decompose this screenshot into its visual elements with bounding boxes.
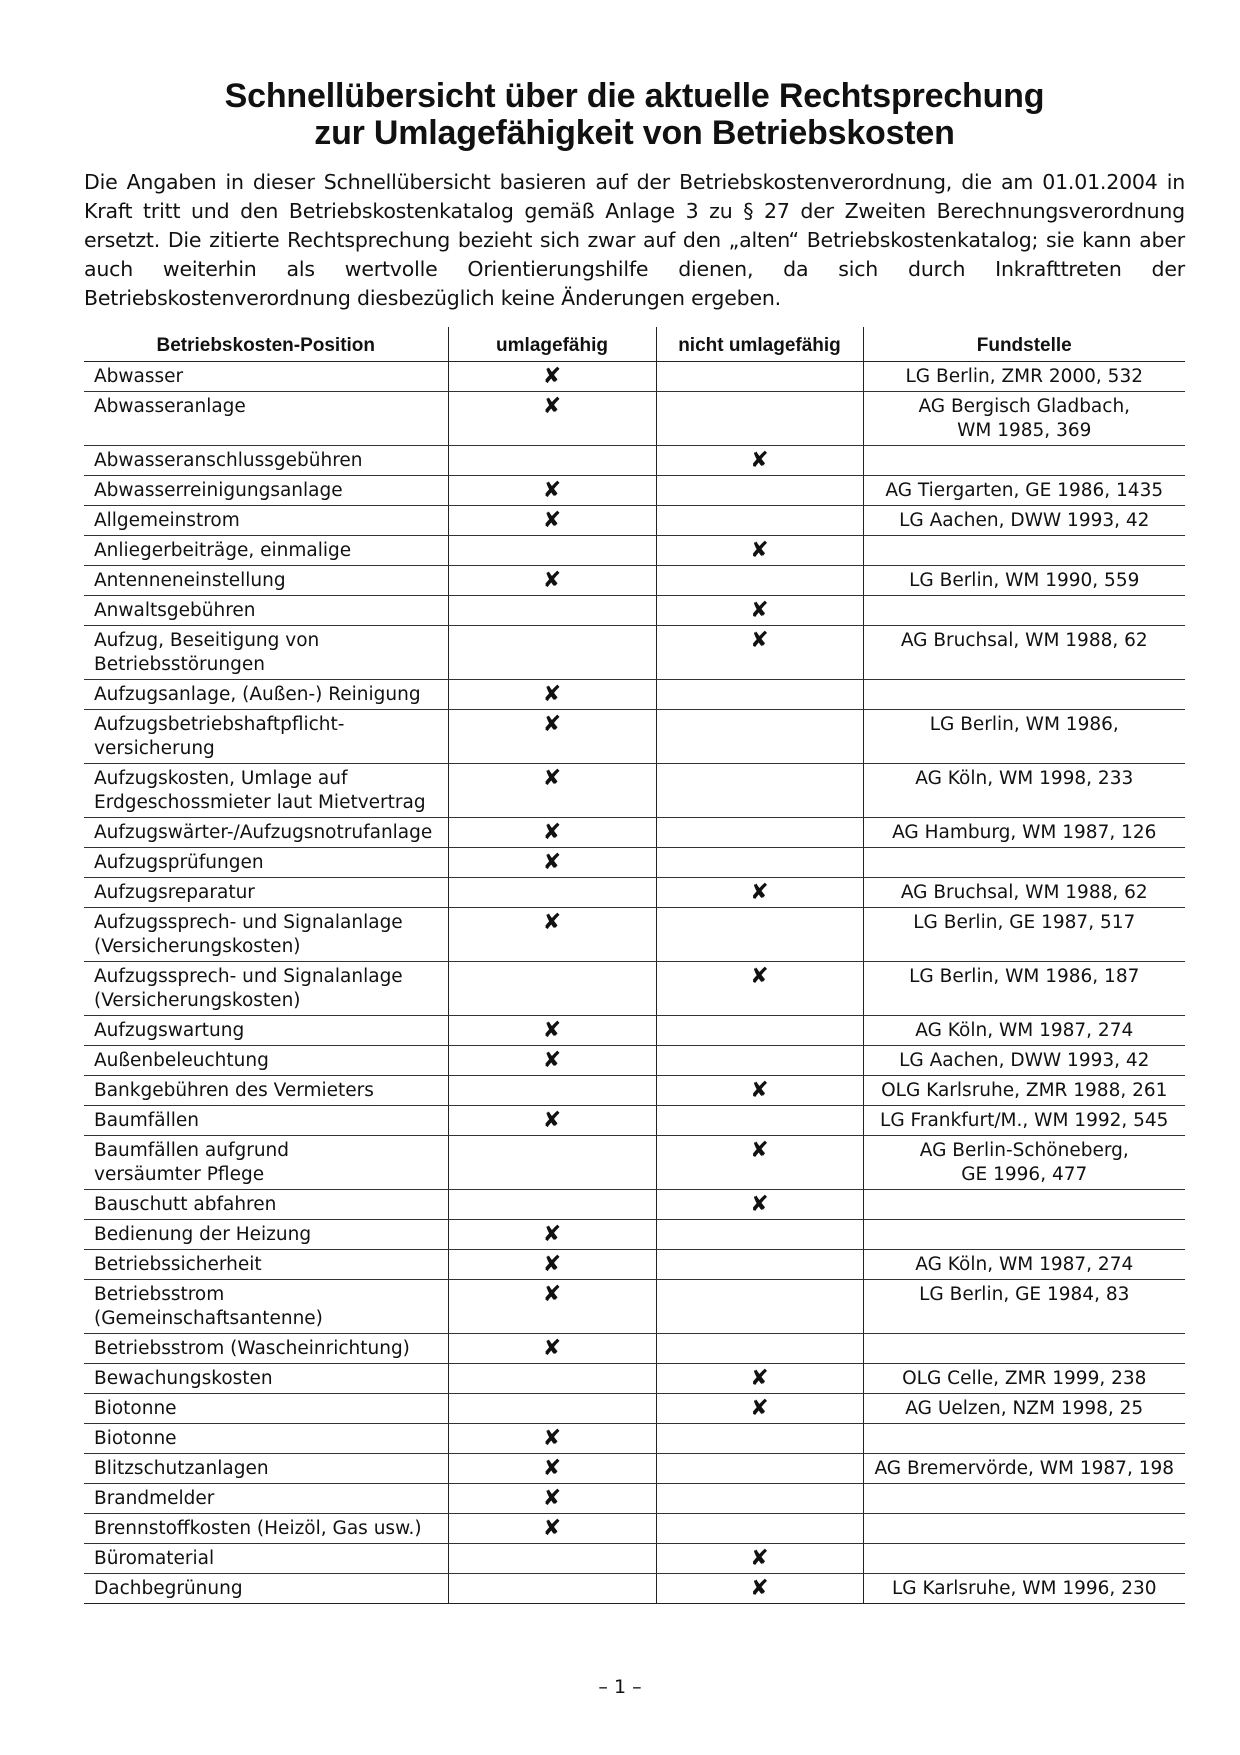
betriebskosten-table bbox=[84, 327, 1185, 1604]
cell-fundstelle bbox=[863, 680, 1185, 710]
cell-fundstelle bbox=[863, 1220, 1185, 1250]
cell-position: Biotonne bbox=[84, 1394, 448, 1424]
page-number: – 1 – bbox=[598, 1676, 642, 1698]
header-position: Betriebskosten-Position bbox=[84, 327, 448, 362]
table-header-row bbox=[84, 327, 1185, 362]
cell-umlagefaehig bbox=[448, 1076, 656, 1106]
table-row bbox=[84, 962, 1185, 1016]
cross-mark-icon: ✘ bbox=[750, 1138, 769, 1163]
cell-fundstelle: LG Berlin, GE 1984, 83 bbox=[863, 1280, 1185, 1334]
table-row bbox=[84, 476, 1185, 506]
cell-fundstelle: AG Uelzen, NZM 1998, 25 bbox=[863, 1394, 1185, 1424]
table-row bbox=[84, 566, 1185, 596]
cell-position: Aufzugssprech- und Signalanlage (Versicherungskosten) bbox=[84, 908, 448, 962]
cross-mark-icon: ✘ bbox=[750, 1576, 769, 1601]
cell-position: Aufzugsreparatur bbox=[84, 878, 448, 908]
cell-fundstelle bbox=[863, 1544, 1185, 1574]
cell-umlagefaehig bbox=[448, 362, 656, 392]
cross-mark-icon: ✘ bbox=[542, 766, 562, 791]
cell-fundstelle: AG Köln, WM 1987, 274 bbox=[863, 1016, 1185, 1046]
cell-umlagefaehig bbox=[448, 1364, 656, 1394]
table-row bbox=[84, 1514, 1185, 1544]
cell-position: Aufzugssprech- und Signalanlage (Versicherungskosten) bbox=[84, 962, 448, 1016]
cell-nicht-umlagefaehig bbox=[656, 506, 863, 536]
cell-nicht-umlagefaehig bbox=[656, 878, 863, 908]
table-row bbox=[84, 1394, 1185, 1424]
cross-mark-icon: ✘ bbox=[542, 1018, 562, 1043]
cell-fundstelle bbox=[863, 1484, 1185, 1514]
table-row bbox=[84, 596, 1185, 626]
cell-umlagefaehig bbox=[448, 710, 656, 764]
table-row bbox=[84, 764, 1185, 818]
cell-position: Bankgebühren des Vermieters bbox=[84, 1076, 448, 1106]
cell-position: Biotonne bbox=[84, 1424, 448, 1454]
cell-umlagefaehig bbox=[448, 878, 656, 908]
table-row bbox=[84, 1136, 1185, 1190]
cell-umlagefaehig bbox=[448, 476, 656, 506]
cell-position: Bewachungskosten bbox=[84, 1364, 448, 1394]
cell-umlagefaehig bbox=[448, 1250, 656, 1280]
cell-nicht-umlagefaehig bbox=[656, 848, 863, 878]
cross-mark-icon: ✘ bbox=[750, 1366, 769, 1391]
cross-mark-icon: ✘ bbox=[542, 1108, 562, 1133]
cell-umlagefaehig bbox=[448, 1394, 656, 1424]
cell-fundstelle: AG Köln, WM 1987, 274 bbox=[863, 1250, 1185, 1280]
header-umlagefaehig: umlagefähig bbox=[448, 327, 656, 362]
cross-mark-icon: ✘ bbox=[542, 478, 562, 503]
cross-mark-icon: ✘ bbox=[542, 1252, 562, 1277]
cell-fundstelle: LG Aachen, DWW 1993, 42 bbox=[863, 1046, 1185, 1076]
cell-umlagefaehig bbox=[448, 1220, 656, 1250]
cell-position: Aufzugswärter-/Aufzugsnotrufanlage bbox=[84, 818, 448, 848]
cell-nicht-umlagefaehig bbox=[656, 1106, 863, 1136]
cell-nicht-umlagefaehig bbox=[656, 1016, 863, 1046]
document-page bbox=[84, 78, 1185, 1604]
cell-nicht-umlagefaehig bbox=[656, 1220, 863, 1250]
cross-mark-icon: ✘ bbox=[542, 1456, 562, 1481]
cell-nicht-umlagefaehig bbox=[656, 710, 863, 764]
cell-position: Aufzugsprüfungen bbox=[84, 848, 448, 878]
cell-position: Betriebsstrom (Gemeinschaftsantenne) bbox=[84, 1280, 448, 1334]
cross-mark-icon: ✘ bbox=[542, 1486, 562, 1511]
table-row bbox=[84, 1544, 1185, 1574]
cell-position: Bedienung der Heizung bbox=[84, 1220, 448, 1250]
cell-position: Blitzschutzanlagen bbox=[84, 1454, 448, 1484]
cell-fundstelle: AG Tiergarten, GE 1986, 1435 bbox=[863, 476, 1185, 506]
cell-fundstelle: AG Bruchsal, WM 1988, 62 bbox=[863, 878, 1185, 908]
cell-umlagefaehig bbox=[448, 1136, 656, 1190]
cross-mark-icon: ✘ bbox=[542, 712, 562, 737]
cell-nicht-umlagefaehig bbox=[656, 596, 863, 626]
cross-mark-icon: ✘ bbox=[750, 1078, 769, 1103]
cross-mark-icon: ✘ bbox=[750, 538, 769, 563]
cell-fundstelle bbox=[863, 1334, 1185, 1364]
cell-fundstelle: LG Berlin, WM 1986, bbox=[863, 710, 1185, 764]
cell-fundstelle: LG Berlin, ZMR 2000, 532 bbox=[863, 362, 1185, 392]
cell-fundstelle: AG Bruchsal, WM 1988, 62 bbox=[863, 626, 1185, 680]
cell-position: Abwasser bbox=[84, 362, 448, 392]
cell-umlagefaehig bbox=[448, 1016, 656, 1046]
cell-umlagefaehig bbox=[448, 566, 656, 596]
cell-umlagefaehig bbox=[448, 848, 656, 878]
cell-fundstelle: LG Berlin, WM 1986, 187 bbox=[863, 962, 1185, 1016]
cell-umlagefaehig bbox=[448, 680, 656, 710]
cell-nicht-umlagefaehig bbox=[656, 1280, 863, 1334]
cross-mark-icon: ✘ bbox=[750, 598, 769, 623]
table-row bbox=[84, 1280, 1185, 1334]
cell-position: Betriebssicherheit bbox=[84, 1250, 448, 1280]
table-row bbox=[84, 1454, 1185, 1484]
cell-nicht-umlagefaehig bbox=[656, 1514, 863, 1544]
cell-umlagefaehig bbox=[448, 626, 656, 680]
cell-nicht-umlagefaehig bbox=[656, 392, 863, 446]
table-row bbox=[84, 1190, 1185, 1220]
table-row bbox=[84, 536, 1185, 566]
table-row bbox=[84, 626, 1185, 680]
cell-nicht-umlagefaehig bbox=[656, 764, 863, 818]
cell-umlagefaehig bbox=[448, 1454, 656, 1484]
cross-mark-icon: ✘ bbox=[750, 1546, 769, 1571]
cell-umlagefaehig bbox=[448, 1334, 656, 1364]
cell-umlagefaehig bbox=[448, 1280, 656, 1334]
cell-umlagefaehig bbox=[448, 506, 656, 536]
table-row bbox=[84, 506, 1185, 536]
table-row bbox=[84, 1574, 1185, 1604]
cross-mark-icon: ✘ bbox=[542, 1282, 562, 1307]
cell-nicht-umlagefaehig bbox=[656, 446, 863, 476]
cell-position: Allgemeinstrom bbox=[84, 506, 448, 536]
cell-fundstelle: AG Bergisch Gladbach, WM 1985, 369 bbox=[863, 392, 1185, 446]
cell-umlagefaehig bbox=[448, 392, 656, 446]
cell-position: Aufzugskosten, Umlage auf Erdgeschossmieter laut Mietvertrag bbox=[84, 764, 448, 818]
cell-nicht-umlagefaehig bbox=[656, 680, 863, 710]
cell-position: Anliegerbeiträge, einmalige bbox=[84, 536, 448, 566]
cell-position: Brennstoffkosten (Heizöl, Gas usw.) bbox=[84, 1514, 448, 1544]
cell-position: Anwaltsgebühren bbox=[84, 596, 448, 626]
cell-nicht-umlagefaehig bbox=[656, 908, 863, 962]
table-row bbox=[84, 818, 1185, 848]
cell-nicht-umlagefaehig bbox=[656, 1046, 863, 1076]
table-row bbox=[84, 1046, 1185, 1076]
cross-mark-icon: ✘ bbox=[542, 850, 562, 875]
cell-nicht-umlagefaehig bbox=[656, 1250, 863, 1280]
cell-fundstelle: OLG Karlsruhe, ZMR 1988, 261 bbox=[863, 1076, 1185, 1106]
cell-nicht-umlagefaehig bbox=[656, 1190, 863, 1220]
cell-umlagefaehig bbox=[448, 596, 656, 626]
cell-fundstelle: LG Berlin, GE 1987, 517 bbox=[863, 908, 1185, 962]
table-row bbox=[84, 1334, 1185, 1364]
cell-nicht-umlagefaehig bbox=[656, 1424, 863, 1454]
header-fundstelle: Fundstelle bbox=[863, 327, 1185, 362]
cell-fundstelle bbox=[863, 1190, 1185, 1220]
cell-position: Dachbegrünung bbox=[84, 1574, 448, 1604]
intro-paragraph: Die Angaben in dieser Schnellübersicht basieren auf der Betriebskostenverordnung, die am 01.01.2004 in Kraft tritt und den Betriebskostenkatalog gemäß Anlage 3 zu § 27 der Zweiten Berechnungsverordnung ersetzt. Die zitierte Rechtsprechung bezieht sich zwar auf den „alten“ Betriebskostenkatalog; sie kann aber auch weiterhin als wertvolle Orientierungshilfe dienen, da sich durch Inkrafttreten der Betriebskostenverordnung diesbezüglich keine Änderungen ergeben. bbox=[84, 170, 1185, 310]
cell-position: Brandmelder bbox=[84, 1484, 448, 1514]
cell-fundstelle: AG Berlin-Schöneberg, GE 1996, 477 bbox=[863, 1136, 1185, 1190]
header-nicht-umlagefaehig: nicht umlagefähig bbox=[656, 327, 863, 362]
cell-fundstelle bbox=[863, 848, 1185, 878]
cell-umlagefaehig bbox=[448, 962, 656, 1016]
cell-fundstelle bbox=[863, 536, 1185, 566]
cell-umlagefaehig bbox=[448, 764, 656, 818]
table-row bbox=[84, 446, 1185, 476]
cell-position: Bauschutt abfahren bbox=[84, 1190, 448, 1220]
cell-fundstelle: LG Berlin, WM 1990, 559 bbox=[863, 566, 1185, 596]
cell-position: Büromaterial bbox=[84, 1544, 448, 1574]
cell-fundstelle: AG Köln, WM 1998, 233 bbox=[863, 764, 1185, 818]
table-row bbox=[84, 362, 1185, 392]
cross-mark-icon: ✘ bbox=[542, 682, 562, 707]
title-line-1: Schnellübersicht über die aktuelle Rechtsprechung bbox=[224, 77, 1045, 115]
cell-position: Aufzug, Beseitigung von Betriebsstörungen bbox=[84, 626, 448, 680]
cell-nicht-umlagefaehig bbox=[656, 536, 863, 566]
cell-nicht-umlagefaehig bbox=[656, 818, 863, 848]
cell-position: Baumfällen aufgrund versäumter Pflege bbox=[84, 1136, 448, 1190]
cell-nicht-umlagefaehig bbox=[656, 626, 863, 680]
cross-mark-icon: ✘ bbox=[750, 880, 769, 905]
cell-fundstelle: LG Karlsruhe, WM 1996, 230 bbox=[863, 1574, 1185, 1604]
cell-umlagefaehig bbox=[448, 1190, 656, 1220]
cell-umlagefaehig bbox=[448, 1544, 656, 1574]
cell-nicht-umlagefaehig bbox=[656, 1544, 863, 1574]
cross-mark-icon: ✘ bbox=[542, 1048, 562, 1073]
cross-mark-icon: ✘ bbox=[750, 628, 769, 653]
cell-umlagefaehig bbox=[448, 908, 656, 962]
cell-umlagefaehig bbox=[448, 1424, 656, 1454]
cell-nicht-umlagefaehig bbox=[656, 1394, 863, 1424]
cell-position: Abwasseranschlussgebühren bbox=[84, 446, 448, 476]
cross-mark-icon: ✘ bbox=[750, 448, 769, 473]
cell-nicht-umlagefaehig bbox=[656, 1574, 863, 1604]
cell-fundstelle: AG Hamburg, WM 1987, 126 bbox=[863, 818, 1185, 848]
table-row bbox=[84, 1364, 1185, 1394]
document-title bbox=[84, 78, 1185, 152]
cell-nicht-umlagefaehig bbox=[656, 1364, 863, 1394]
cell-nicht-umlagefaehig bbox=[656, 1454, 863, 1484]
cross-mark-icon: ✘ bbox=[542, 1426, 562, 1451]
table-row bbox=[84, 878, 1185, 908]
cell-umlagefaehig bbox=[448, 536, 656, 566]
cross-mark-icon: ✘ bbox=[542, 820, 562, 845]
table-row bbox=[84, 1484, 1185, 1514]
cell-nicht-umlagefaehig bbox=[656, 1136, 863, 1190]
table-row bbox=[84, 1424, 1185, 1454]
cell-position: Aufzugswartung bbox=[84, 1016, 448, 1046]
cell-fundstelle bbox=[863, 1424, 1185, 1454]
cell-position: Aufzugsanlage, (Außen-) Reinigung bbox=[84, 680, 448, 710]
cross-mark-icon: ✘ bbox=[542, 1516, 562, 1541]
table-row bbox=[84, 848, 1185, 878]
table-body bbox=[84, 362, 1185, 1604]
cell-nicht-umlagefaehig bbox=[656, 1076, 863, 1106]
cell-position: Aufzugsbetriebshaftpflicht- versicherung bbox=[84, 710, 448, 764]
cross-mark-icon: ✘ bbox=[542, 508, 562, 533]
cell-fundstelle: LG Frankfurt/M., WM 1992, 545 bbox=[863, 1106, 1185, 1136]
cell-fundstelle: LG Aachen, DWW 1993, 42 bbox=[863, 506, 1185, 536]
cell-fundstelle: OLG Celle, ZMR 1999, 238 bbox=[863, 1364, 1185, 1394]
cross-mark-icon: ✘ bbox=[750, 1192, 769, 1217]
table-row bbox=[84, 1250, 1185, 1280]
table-row bbox=[84, 710, 1185, 764]
cell-nicht-umlagefaehig bbox=[656, 566, 863, 596]
table-row bbox=[84, 1106, 1185, 1136]
table-row bbox=[84, 908, 1185, 962]
cross-mark-icon: ✘ bbox=[750, 964, 769, 989]
cell-position: Antenneneinstellung bbox=[84, 566, 448, 596]
cell-nicht-umlagefaehig bbox=[656, 1484, 863, 1514]
cross-mark-icon: ✘ bbox=[542, 1222, 562, 1247]
cell-umlagefaehig bbox=[448, 1484, 656, 1514]
cell-position: Abwasserreinigungsanlage bbox=[84, 476, 448, 506]
table-row bbox=[84, 1076, 1185, 1106]
cell-umlagefaehig bbox=[448, 1106, 656, 1136]
cell-position: Abwasseranlage bbox=[84, 392, 448, 446]
cell-nicht-umlagefaehig bbox=[656, 1334, 863, 1364]
cell-fundstelle: AG Bremervörde, WM 1987, 198 bbox=[863, 1454, 1185, 1484]
table-row bbox=[84, 392, 1185, 446]
cross-mark-icon: ✘ bbox=[750, 1396, 769, 1421]
cell-position: Baumfällen bbox=[84, 1106, 448, 1136]
cross-mark-icon: ✘ bbox=[542, 394, 562, 419]
cell-fundstelle bbox=[863, 1514, 1185, 1544]
cross-mark-icon: ✘ bbox=[542, 1336, 562, 1361]
cell-nicht-umlagefaehig bbox=[656, 962, 863, 1016]
cross-mark-icon: ✘ bbox=[542, 910, 562, 935]
title-line-2: zur Umlagefähigkeit von Betriebskosten bbox=[314, 114, 955, 152]
cell-fundstelle bbox=[863, 596, 1185, 626]
cell-fundstelle bbox=[863, 446, 1185, 476]
table-row bbox=[84, 1220, 1185, 1250]
cell-umlagefaehig bbox=[448, 1514, 656, 1544]
cell-nicht-umlagefaehig bbox=[656, 476, 863, 506]
table-row bbox=[84, 680, 1185, 710]
table-row bbox=[84, 1016, 1185, 1046]
cell-umlagefaehig bbox=[448, 1574, 656, 1604]
cell-nicht-umlagefaehig bbox=[656, 362, 863, 392]
cell-umlagefaehig bbox=[448, 818, 656, 848]
cell-umlagefaehig bbox=[448, 446, 656, 476]
cell-position: Außenbeleuchtung bbox=[84, 1046, 448, 1076]
cross-mark-icon: ✘ bbox=[542, 364, 562, 389]
cell-umlagefaehig bbox=[448, 1046, 656, 1076]
cross-mark-icon: ✘ bbox=[542, 568, 562, 593]
cell-position: Betriebsstrom (Wascheinrichtung) bbox=[84, 1334, 448, 1364]
